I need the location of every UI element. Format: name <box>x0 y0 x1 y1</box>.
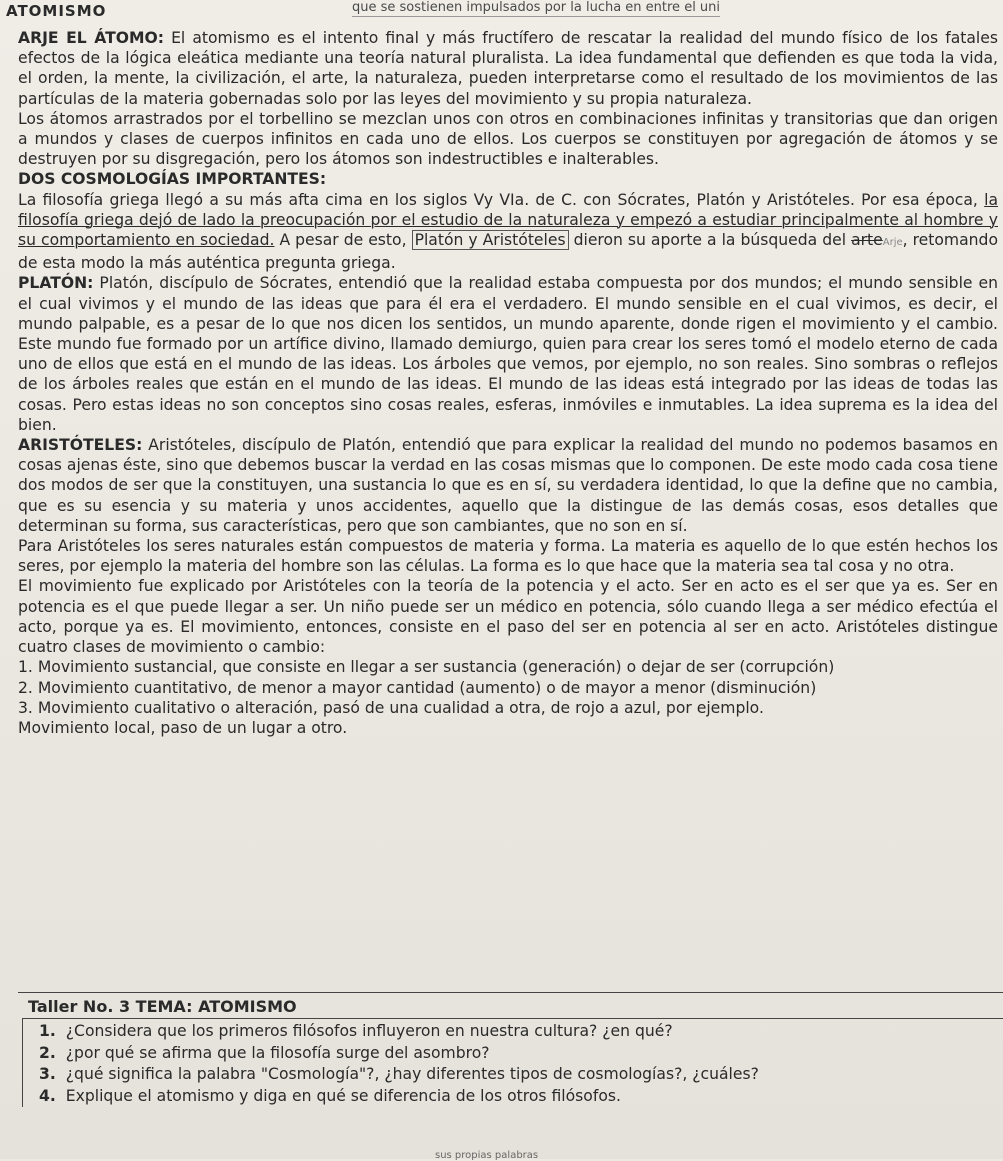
plato-text: Platón, discípulo de Sócrates, entendió que la realidad estaba compuesta por dos mundos; el mundo sensible en el cual vivimos y el mundo de las ideas que para él era el verdadero. El mundo sensible en el cual vivimos, es decir, el mundo palpable, es a pesar de lo que nos dicen los sentidos, un mundo aparente, donde rigen el movimiento y el cambio. Este mundo fue formado por un artífice divino, llamado demiurgo, quien para crear los seres tomó el modelo eterno de cada uno de ellos que está en el mundo de las ideas. Los árboles que vemos, por ejemplo, no son reales. Sino sombras o reflejos de los árboles reales que están en el mundo de las ideas. El mundo de las ideas está integrado por las ideas de todas las cosas. Pero estas ideas no son conceptos sino cosas reales, esferas, inmóviles e inmutables. La idea suprema es la idea del bien. <box>18 274 998 434</box>
plato-paragraph <box>18 273 998 435</box>
header-label: ATOMISMO <box>6 2 107 20</box>
aristotle-paragraph-1 <box>18 435 998 536</box>
aristotle-paragraph-2: Para Aristóteles los seres naturales están compuestos de materia y forma. La materia es aquello de lo que estén hechos los seres, por ejemplo la materia del hombre son las células. La forma es lo que hace que la materia sea tal cosa y no otra. <box>18 537 998 576</box>
cosmologies-struck: arte <box>851 231 883 250</box>
question-item <box>39 1043 1003 1065</box>
question-number: 2. <box>39 1043 56 1062</box>
atomism-paragraph-2: Los átomos arrastrados por el torbellino se mezclan unos con otros en combinaciones infinitas y transitorias que dan origen a mundos y clases de cuerpos infinitos en cada uno de ellos. Los cuerpos se constituyen por agregación de átomos y se destruyen por su disgregación, pero los átomos son indestructibles e inalterables. <box>18 109 998 169</box>
taller-title: Taller No. 3 TEMA: ATOMISMO <box>28 997 297 1016</box>
aristotle-text-1: Aristóteles, discípulo de Platón, entendió que para explicar la realidad del mundo no podemos basamos en cosas ajenas éste, sino que debemos buscar la verdad en las cosas mismas que lo componen. De este modo cada cosa tiene dos modos de ser que la constituyen, una sustancia lo que es en sí, su verdadera identidad, lo que la define que no cambia, que es su esencia y su materia y unos accidentes, aquello que la distingue de las demás cosas, esos detalles que determinan su forma, sus características, pero que son cambiantes, que no son en sí. <box>18 436 998 535</box>
cosmologies-boxed: Platón y Aristóteles <box>412 230 569 250</box>
question-text: ¿por qué se afirma que la filosofía surge del asombro? <box>65 1043 490 1062</box>
question-item <box>39 1086 1003 1108</box>
aristotle-lead: ARISTÓTELES: <box>18 436 143 455</box>
cosmologies-title: DOS COSMOLOGÍAS IMPORTANTES: <box>18 170 327 189</box>
movement-item-1: 1. Movimiento sustancial, que consiste en llegar a ser sustancia (generación) o dejar de ser (corrupción) <box>18 658 835 677</box>
document-body <box>18 28 998 738</box>
cosmologies-paragraph <box>18 190 998 274</box>
cosmologies-handwritten-note: Arje <box>882 237 903 249</box>
question-item <box>39 1064 1003 1086</box>
header-fragment: que se sostienen impulsados por la lucha en entre el uni <box>352 0 721 15</box>
atomism-paragraph-1 <box>18 28 998 109</box>
question-text: ¿qué significa la palabra "Cosmología"?, ¿hay diferentes tipos de cosmologías?, ¿cuáles? <box>65 1065 759 1083</box>
question-text: Explique el atomismo y diga en qué se diferencia de los otros filósofos. <box>65 1086 621 1105</box>
cosmologies-text-b: A pesar de esto, <box>274 231 412 250</box>
cosmologies-text-d: , retomando de esta modo la más auténtica pregunta griega. <box>18 231 998 273</box>
movement-item-2: 2. Movimiento cuantitativo, de menor a mayor cantidad (aumento) o de mayor a menor (disminución) <box>18 678 817 697</box>
atomism-lead: ARJE EL ÁTOMO: <box>18 29 164 47</box>
atomism-text-1: El atomismo es el intento final y más fructífero de rescatar la realidad del mundo físico de los fatales efectos de la lógica eleática mediante una teoría natural pluralista. La idea fundamental que defienden es que toda la vida, el orden, la mente, la civilización, el arte, la naturaleza, pueden interpretarse como el resultado de los movimientos de las partículas de la materia gobernadas solo por las leyes del movimiento y su propia naturaleza. <box>18 29 998 108</box>
plato-lead: PLATÓN: <box>18 274 94 293</box>
question-number: 3. <box>39 1065 56 1083</box>
taller-footnote: sus propias palabras <box>435 1150 539 1161</box>
question-item <box>39 1021 1003 1043</box>
question-number: 1. <box>39 1022 56 1040</box>
taller-box <box>18 992 1003 1107</box>
movement-item-3: 3. Movimiento cualitativo o alteración, pasó de una cualidad a otra, de rojo a azul, por ejemplo. <box>18 698 764 717</box>
taller-questions <box>22 1018 1003 1107</box>
question-text: ¿Considera que los primeros filósofos influyeron en nuestra cultura? ¿en qué? <box>65 1022 673 1040</box>
cosmologies-underlined: la filosofía griega dejó de lado la preocupación por el estudio de la naturaleza y empezó a estudiar principalmente al hombre y su comportamiento en sociedad. <box>18 190 998 250</box>
aristotle-paragraph-3: El movimiento fue explicado por Aristóteles con la teoría de la potencia y el acto. Ser en acto es el ser que ya es. Ser en potencia es el que puede llegar a ser. Un niño puede ser un médico en potencia, sólo cuando llega a ser médico efectúa el acto, porque ya es. El movimiento, entonces, consiste en el paso del ser en potencia al ser en acto. Aristóteles distingue cuatro clases de movimiento o cambio: <box>18 577 998 657</box>
question-number: 4. <box>39 1086 56 1105</box>
cosmologies-text-a: La filosofía griega llegó a su más afta cima en los siglos Vy VIa. de C. con Sócrates, Platón y Aristóteles. Por esa época, <box>18 190 985 209</box>
movement-item-4: Movimiento local, paso de un lugar a otro. <box>18 718 348 737</box>
cosmologies-text-c: dieron su aporte a la búsqueda del <box>568 231 852 250</box>
